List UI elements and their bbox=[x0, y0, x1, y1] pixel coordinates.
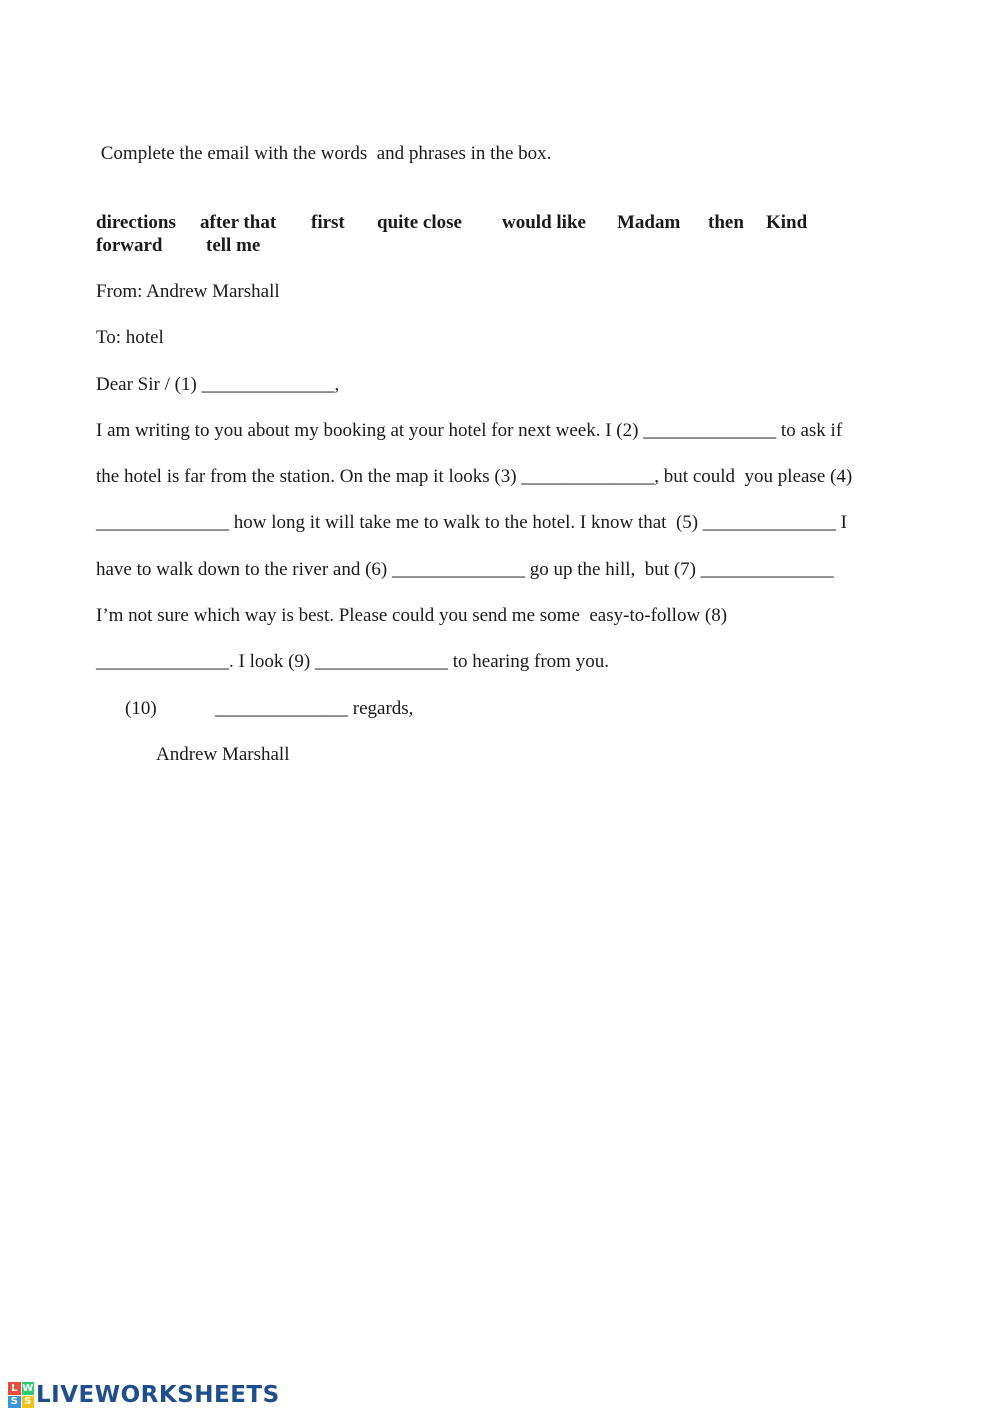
word-box-item: first bbox=[311, 212, 345, 233]
word-box-item: tell me bbox=[206, 235, 261, 256]
word-box-item: forward bbox=[96, 235, 163, 256]
email-line: I’m not sure which way is best. Please could you send me some easy-to-follow (8) bbox=[96, 605, 728, 626]
word-box-item: quite close bbox=[377, 212, 462, 233]
closing-number: (10) bbox=[125, 698, 157, 719]
email-line: I am writing to you about my booking at your hotel for next week. I (2) ______________ to ask if bbox=[96, 420, 843, 441]
closing-blank: ______________ regards, bbox=[215, 698, 414, 719]
email-line: the hotel is far from the station. On the map it looks (3) ______________, but could you please (4) bbox=[96, 466, 853, 487]
logo-icon: L W S S bbox=[8, 1382, 34, 1408]
email-line-greeting: Dear Sir / (1) ______________, bbox=[96, 374, 340, 395]
email-line: ______________. I look (9) ______________ to hearing from you. bbox=[96, 651, 609, 672]
instruction-text: Complete the email with the words and phrases in the box. bbox=[96, 143, 552, 164]
signature: Andrew Marshall bbox=[156, 744, 290, 765]
word-box-item: Madam bbox=[617, 212, 681, 233]
email-from: From: Andrew Marshall bbox=[96, 281, 280, 302]
word-box-item: then bbox=[708, 212, 744, 233]
word-box-item: would like bbox=[502, 212, 586, 233]
logo-text: LIVEWORKSHEETS bbox=[36, 1382, 280, 1408]
email-line: have to walk down to the river and (6) ______________ go up the hill, but (7) ______________ bbox=[96, 559, 834, 580]
word-box-item: Kind bbox=[766, 212, 808, 233]
email-to: To: hotel bbox=[96, 327, 164, 348]
email-line: ______________ how long it will take me to walk to the hotel. I know that (5) ______________ I bbox=[96, 512, 847, 533]
word-box-item: after that bbox=[200, 212, 277, 233]
liveworksheets-logo bbox=[8, 1380, 280, 1410]
word-box-item: directions bbox=[96, 212, 176, 233]
